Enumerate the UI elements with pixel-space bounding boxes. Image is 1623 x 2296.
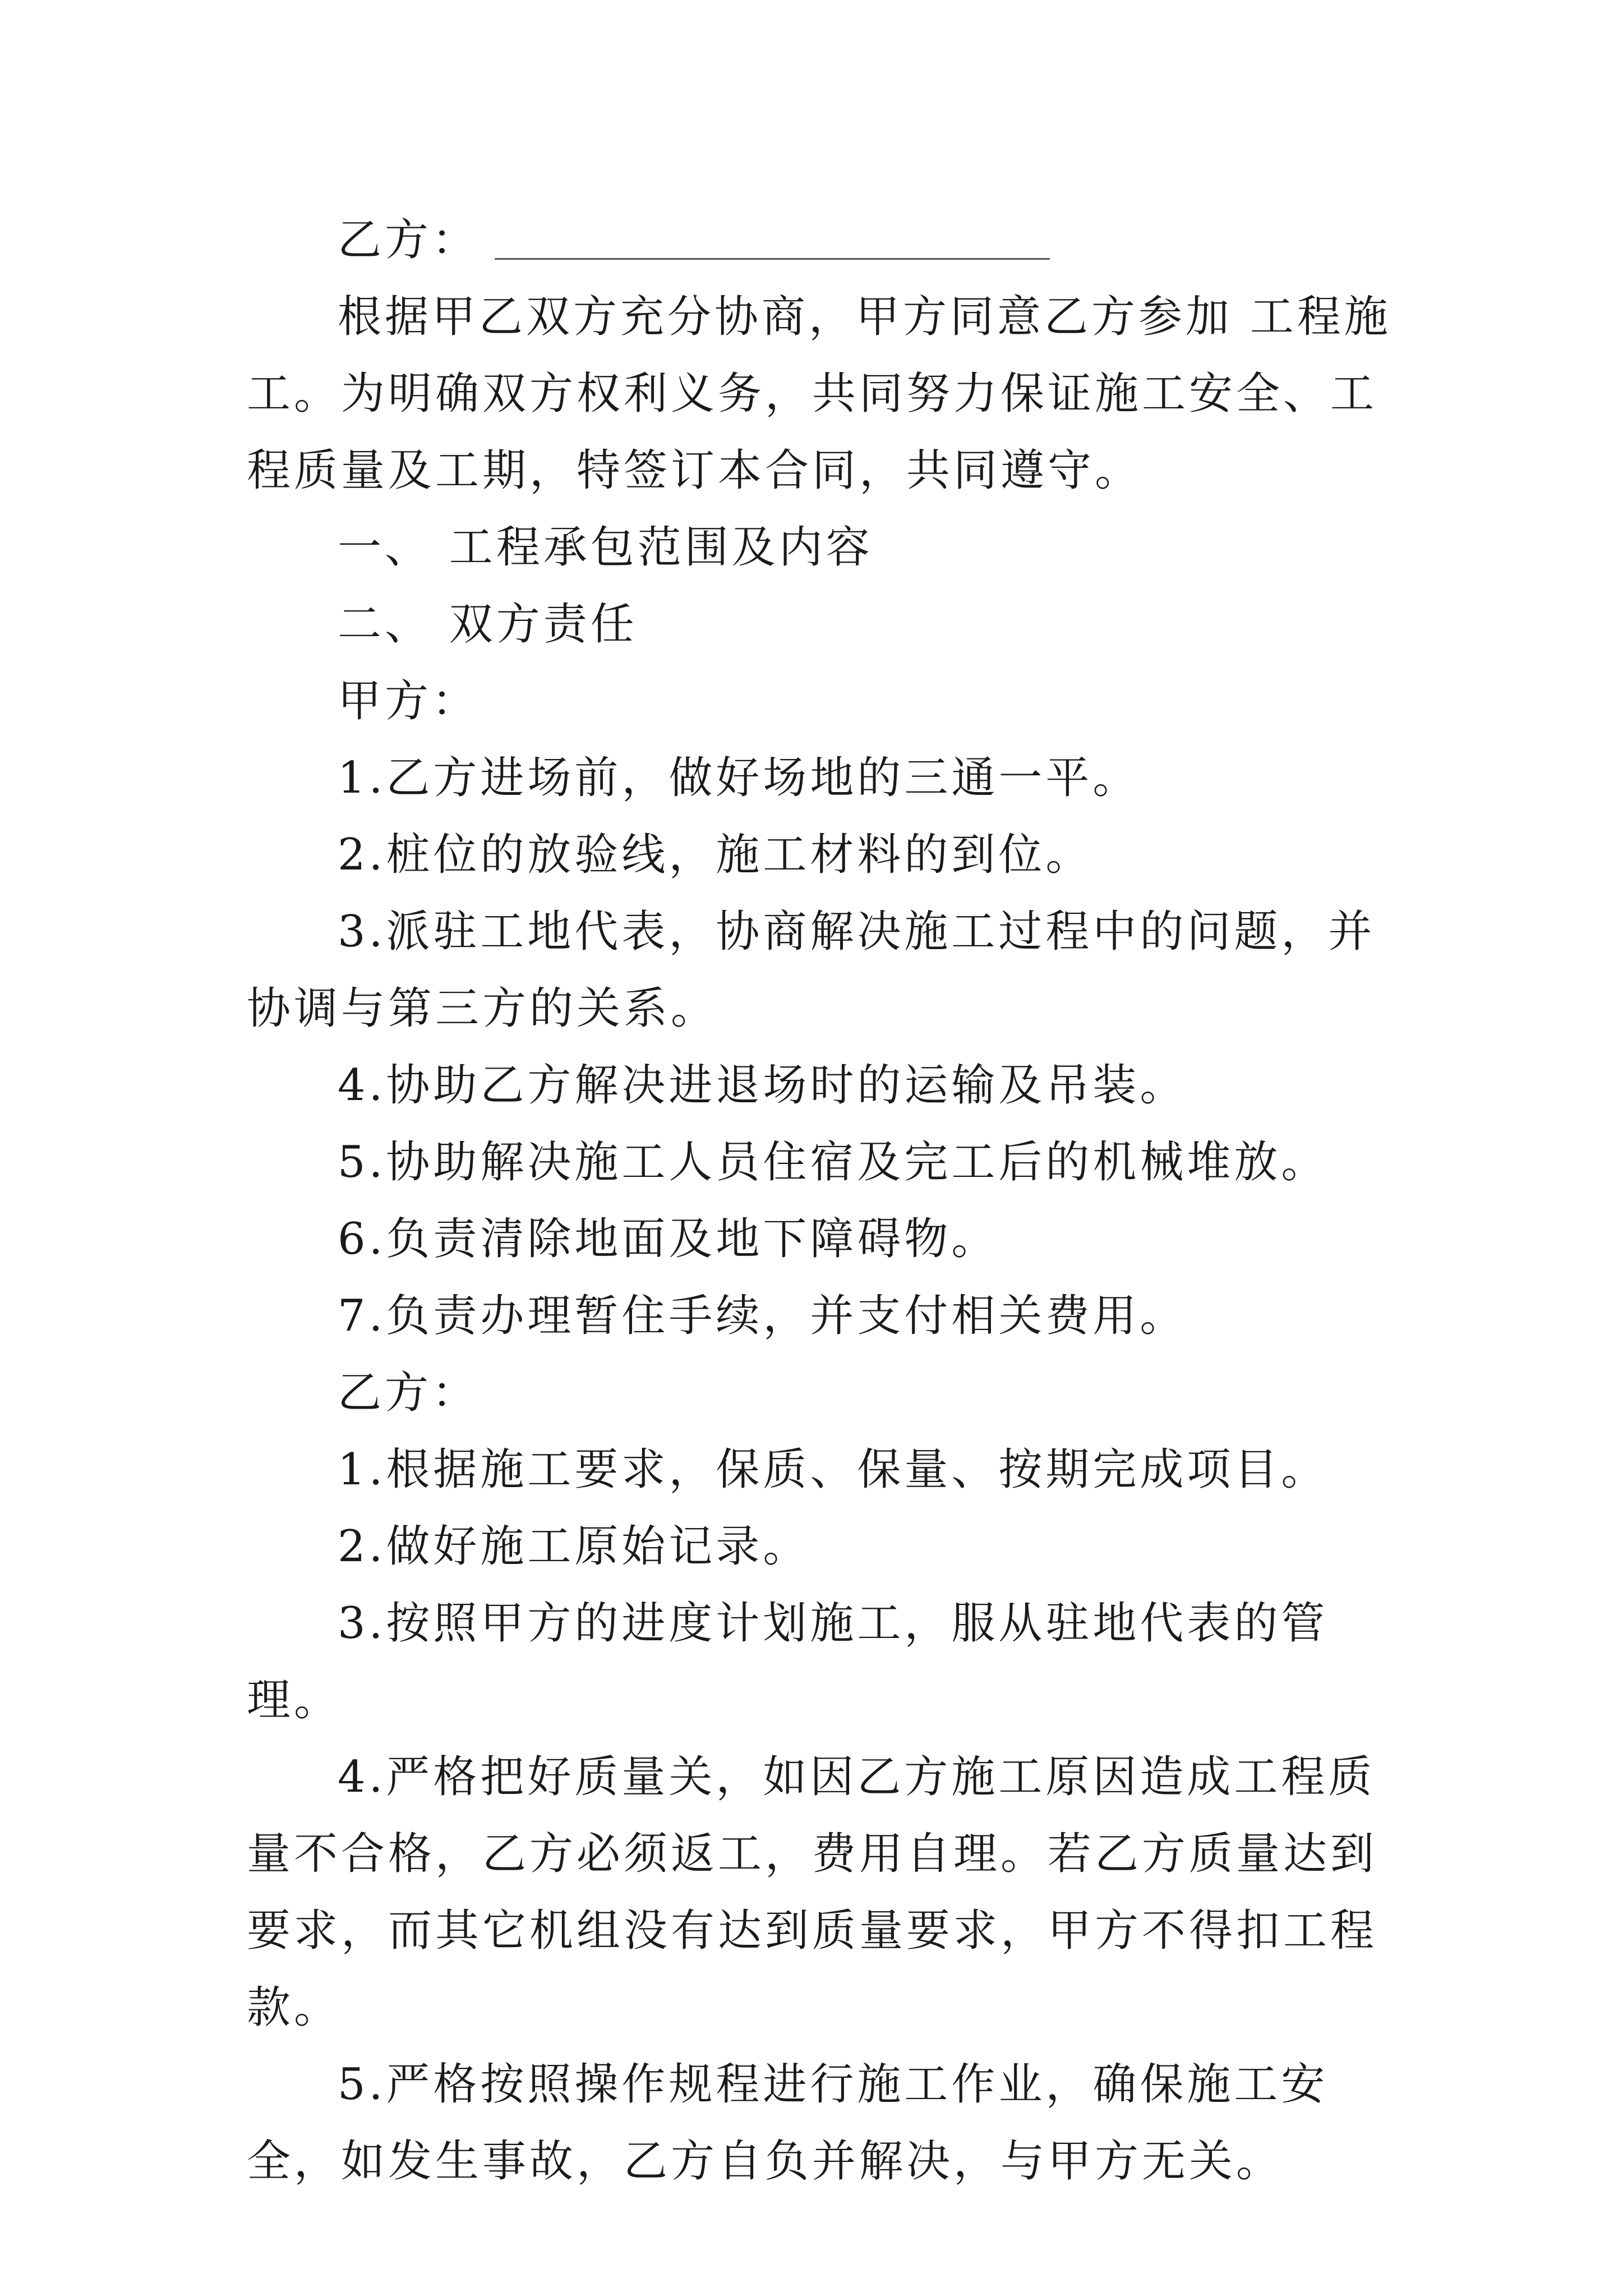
- party-a-item-2: 2.桩位的放验线，施工材料的到位。: [338, 830, 1093, 880]
- section-heading-scope: 一、 工程承包范围及内容: [338, 522, 873, 573]
- party-b-name-blank: [495, 258, 1050, 260]
- party-a-item-6: 6.负责清除地面及地下障碍物。: [338, 1214, 999, 1264]
- party-b-heading: 乙方：: [338, 1368, 479, 1418]
- party-b-signature-line: [338, 202, 1413, 279]
- party-a-item-4: 4.协助乙方解决进退场时的运输及吊装。: [338, 1060, 1187, 1111]
- contract-body: [247, 202, 1413, 2200]
- party-b-item-5: 5.严格按照操作规程进行施工作业，确保施工安全，如发生事故，乙方自负并解决，与甲方无关。: [247, 2059, 1329, 2187]
- party-b-label: 乙方：: [338, 215, 479, 265]
- party-a-item-7: 7.负责办理暂住手续，并支付相关费用。: [338, 1291, 1187, 1341]
- party-b-item-3: 3.按照甲方的进度计划施工，服从驻地代表的管理。: [247, 1598, 1329, 1726]
- party-a-item-1: 1.乙方进场前，做好场地的三通一平。: [338, 753, 1140, 803]
- intro-paragraph: 根据甲乙双方充分协商，甲方同意乙方参加 工程施工。为明确双方权利义务，共同努力保证施工安全、工程质量及工期，特签订本合同，共同遵守。: [247, 292, 1391, 496]
- party-b-item-2: 2.做好施工原始记录。: [338, 1521, 810, 1572]
- party-b-item-1: 1.根据施工要求，保质、保量、按期完成项目。: [338, 1444, 1329, 1495]
- party-b-item-4: 4.严格把好质量关，如因乙方施工原因造成工程质量不合格，乙方必须返工，费用自理。若乙方质量达到要求，而其它机组没有达到质量要求，甲方不得扣工程款。: [247, 1752, 1378, 2033]
- party-a-item-3: 3.派驻工地代表，协商解决施工过程中的问题，并协调与第三方的关系。: [247, 907, 1376, 1034]
- party-a-item-5: 5.协助解决施工人员住宿及完工后的机械堆放。: [338, 1137, 1329, 1188]
- section-heading-responsibilities: 二、 双方责任: [338, 599, 638, 650]
- party-a-heading: 甲方：: [338, 676, 479, 726]
